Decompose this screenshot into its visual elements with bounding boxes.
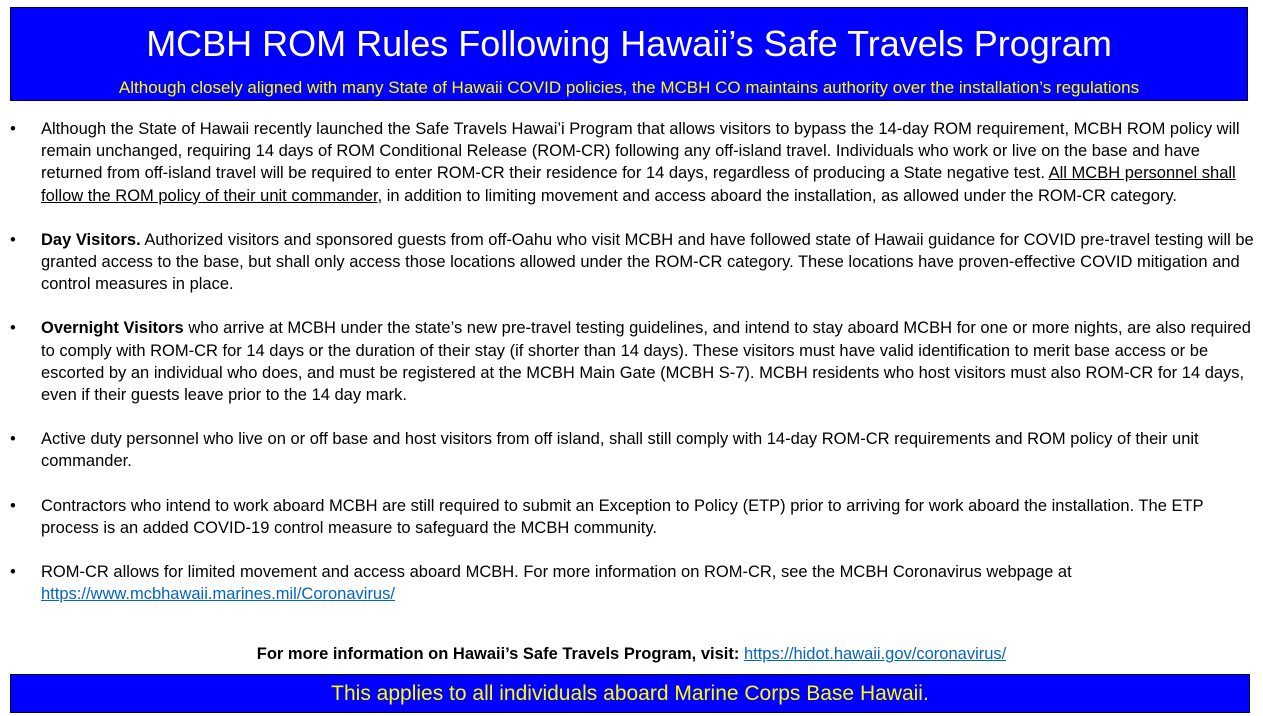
header-banner <box>10 7 1248 101</box>
list-item-overnight-visitors <box>10 317 1256 406</box>
active-duty-text: Active duty personnel who live on or off base and host visitors from off island, shall still comply with 14-day ROM-CR requirements and ROM policy of their unit commander. <box>41 430 1199 471</box>
coronavirus-webpage-link[interactable]: https://www.mcbhawaii.marines.mil/Coronavirus/ <box>41 585 395 604</box>
overnight-visitors-heading: Overnight Visitors <box>41 319 184 338</box>
rom-policy-text-b: , in addition to limiting movement and access aboard the installation, as allowed under the ROM-CR category. <box>377 186 1177 205</box>
bullet-icon: • <box>10 563 16 582</box>
day-visitors-heading: Day Visitors. <box>41 230 141 249</box>
rom-cr-text: ROM-CR allows for limited movement and access aboard MCBH. For more information on ROM-CR, see the MCBH Coronavirus webpage at <box>41 563 1072 582</box>
overnight-visitors-text: who arrive at MCBH under the state’s new pre-travel testing guidelines, and intend to stay aboard MCBH for one or more nights, are also required to comply with ROM-CR for 14 days or the duration of their stay (if shorter than 14 days). These visitors must have valid identification to merit base access or be escorted by an individual who does, and must be registered at the MCBH Main Gate (MCBH S-7). MCBH residents who host visitors must also ROM-CR for 14 days, even if their guests leave prior to the 14 day mark. <box>41 319 1251 405</box>
safe-travels-link[interactable]: https://hidot.hawaii.gov/coronavirus/ <box>743 645 1007 663</box>
list-item-contractors <box>10 495 1256 539</box>
rom-policy-underlined: All MCBH personnel shall follow the ROM policy of their unit commander <box>41 164 1236 205</box>
more-info-line <box>0 643 1263 665</box>
list-item-rom-cr <box>10 561 1256 605</box>
day-visitors-text: Authorized visitors and sponsored guests from off-Oahu who visit MCBH and have followed state of Hawaii guidance for COVID pre-travel testing will be granted access to the base, but shall only access those locations allowed under the ROM-CR category. These locations have proven-effective COVID mitigation and control measures in place. <box>41 230 1254 294</box>
bullet-icon: • <box>10 120 16 138</box>
rom-policy-text-a: Although the State of Hawaii recently launched the Safe Travels Hawai’i Program that allows visitors to bypass the 14-day ROM requirement, MCBH ROM policy will remain unchanged, requiring 14 days of ROM Conditional Release (ROM-CR) following any off-island travel. Individuals who work or live on the base and have returned from off-island travel will be required to enter ROM-CR their residence for 14 days, regardless of producing a State negative test. <box>41 120 1240 183</box>
list-item-day-visitors <box>10 229 1256 296</box>
contractors-text: Contractors who intend to work aboard MCBH are still required to submit an Exception to Policy (ETP) prior to arriving for work aboard the installation. The ETP process is an added COVID-19 control measure to safeguard the MCBH community. <box>41 496 1204 537</box>
more-info-label: For more information on Hawaii’s Safe Travels Program, visit: <box>256 645 744 663</box>
rules-list <box>10 118 1256 627</box>
bullet-icon: • <box>10 230 16 249</box>
list-item-rom-policy <box>10 118 1256 207</box>
bullet-icon: • <box>10 430 16 449</box>
footer-banner: This applies to all individuals aboard Marine Corps Base Hawaii. <box>10 674 1250 713</box>
page-title: MCBH ROM Rules Following Hawaii’s Safe Travels Program <box>146 23 1112 64</box>
bullet-icon: • <box>10 319 16 338</box>
page-subtitle: Although closely aligned with many State of Hawaii COVID policies, the MCBH CO maintains authority over the installation’s regulations <box>118 78 1140 97</box>
list-item-active-duty <box>10 428 1256 472</box>
bullet-icon: • <box>10 496 16 515</box>
